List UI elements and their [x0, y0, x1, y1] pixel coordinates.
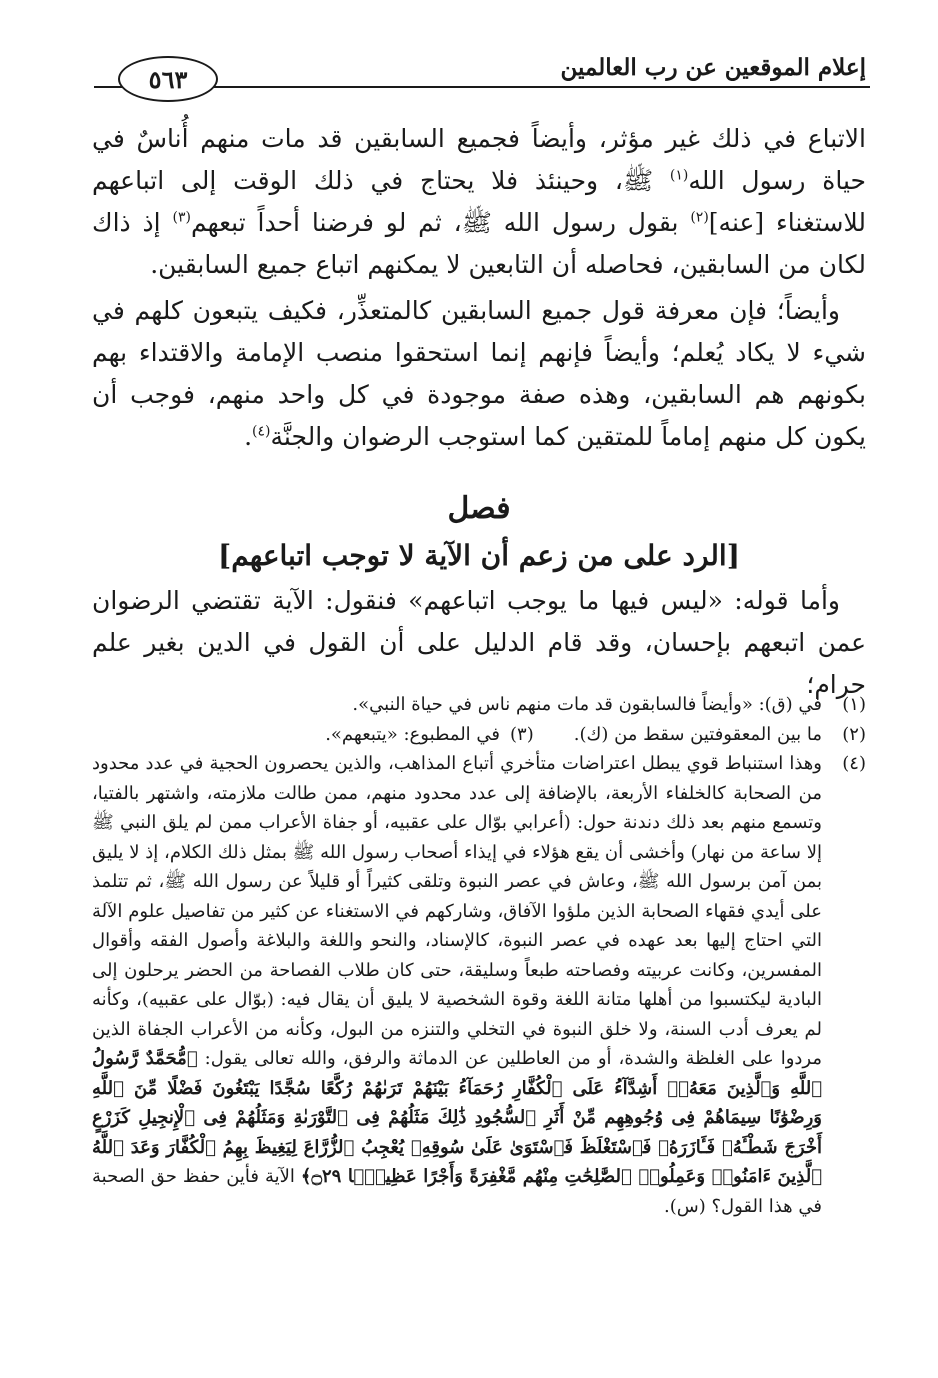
footnote-ref-3[interactable]: (٣): [172, 209, 191, 226]
footnote-number: (١): [842, 694, 866, 715]
quran-verse: ﴿مُّحَمَّدٌ رَّسُولُ ٱللَّهِ وَٱلَّذِينَ مَعَهُۥٓ أَشِدَّآءُ عَلَى ٱلْكُفَّارِ رُحَمَآءُ بَيْنَهُمْ تَرَىٰهُمْ رُكَّعًا سُجَّدًا يَبْتَغُونَ فَضْلًا مِّنَ ٱللَّهِ وَرِضْوَٰنًا سِيمَاهُمْ فِى وُجُوهِهِم مِّنْ أَثَرِ ٱلسُّجُودِ ذَٰلِكَ مَثَلُهُمْ فِى ٱلتَّوْرَىٰةِ وَمَثَلُهُمْ فِى ٱلْإِنجِيلِ كَزَرْعٍ أَخْرَجَ شَطْـَٔهُۥ فَـَٔازَرَهُۥ فَٱسْتَغْلَظَ فَٱسْتَوَىٰ عَلَىٰ سُوقِهِۦ يُعْجِبُ ٱلزُّرَّاعَ لِيَغِيظَ بِهِمُ ٱلْكُفَّارَ وَعَدَ ٱللَّهُ ٱلَّذِينَ ءَامَنُوا۟ وَعَمِلُوا۟ ٱلصَّٰلِحَٰتِ مِنْهُم مَّغْفِرَةً وَأَجْرًا عَظِيمًۢا ۝٢٩﴾: [92, 1048, 822, 1187]
footnote-1: [92, 690, 866, 720]
footnote-text: في المطبوع: «يتبعهم».: [325, 723, 501, 745]
main-text: [92, 118, 866, 706]
footnote-number: (٢): [842, 723, 866, 745]
page-number: ٥٦٣: [148, 64, 188, 94]
footnote-4: [92, 749, 866, 1221]
footnote-ref-2[interactable]: (٢): [690, 209, 709, 226]
footnote-text: في (ق): «وأيضاً فالسابقون قد مات منهم ناس في حياة النبي».: [352, 694, 822, 715]
footnote-ref-4[interactable]: (٤): [252, 423, 271, 440]
footnotes: [92, 690, 866, 1221]
running-header-title: إعلام الموقعين عن رب العالمين: [560, 54, 866, 81]
footnote-ref-1[interactable]: (١): [669, 167, 689, 184]
paragraph-2: وأيضاً؛ فإن معرفة قول جميع السابقين كالمتعذِّر، فكيف يتبعون كلهم في شيء لا يكاد يُعلم؛ وأيضاً فإنهم إنما استحقوا منصب الإمامة والاقتداء بهم بكونهم هم السابقين، وهذه صفة موجودة في كل واحد منهم، فوجب أن يكون كل منهم إماماً للمتقين كما استوجب الرضوان والجنَّة$^{(٤)}$.: [92, 296, 866, 451]
paragraph-3: وأما قوله: «ليس فيها ما يوجب اتباعهم» فنقول: الآية تقتضي الرضوان عمن اتبعهم بإحسان، وقد قام الدليل على أن القول في الدين بغير علم حرام؛: [92, 586, 866, 699]
footnote-number: (٤): [842, 753, 866, 774]
footnote-text: وهذا استنباط قوي يبطل اعتراضات متأخري أتباع المذاهب، والذين يحصرون الحجية في عدد محدود من الصحابة كالخلفاء الأربعة، بالإضافة إلى عدد محدود منهم، ممن طالت ملازمته، واشتهر بالفتيا، وتسمع منهم بعد ذلك دندنة حول: (أعرابي بوّال على عقبيه، أو جفاة الأعراب ممن لم يلق النبي ﷺ إلا ساعة من نهار) وأخشى أن يقع هؤلاء في إيذاء أصحاب رسول الله ﷺ بمثل ذلك الكلام، إذ لا يليق بمن آمن برسول الله ﷺ، وعاش في عصر النبوة وتلقى كثيراً أو قليلاً عن رسول الله ﷺ، ثم تتلمذ على أيدي فقهاء الصحابة الذين ملؤوا الآفاق، وشاركهم في الاستغناء عن كثير من تفاصيل علوم الآلة التي احتاج إليها بعد عهده في عصر النبوة، كالإسناد، والنحو واللغة والبلاغة وأصول الفقه وأقوال المفسرين، وكانت عربيته وفصاحته طبعاً وسليقة، حتى كان طلاب الفصاحة من الحضر يرحلون إلى البادية ليكتسبوا من أهلها متانة اللغة وقوة الشخصية لا يليق أن يقال فيه: (بوّال على عقبيه)، وكأنه لم يعرف أدب السنة، ولا خلق النبوة في التخلي والتنزه من البول، وكأنه من الأعراب الجفاة الذين مردوا على الغلظة والشدة، أو من العاطلين عن الدماثة والرفق، والله تعالى يقول: ﴿مُّحَمَّدٌ رَّسُولُ ٱللَّهِ وَٱلَّذِينَ مَعَهُۥٓ أَشِدَّآءُ عَلَى ٱلْكُفَّارِ رُحَمَآءُ بَيْنَهُمْ تَرَىٰهُمْ رُكَّعًا سُجَّدًا يَبْتَغُونَ فَضْلًا مِّنَ ٱللَّهِ وَرِضْوَٰنًا سِيمَاهُمْ فِى وُجُوهِهِم مِّنْ أَثَرِ ٱلسُّجُودِ ذَٰلِكَ مَثَلُهُمْ فِى ٱلتَّوْرَىٰةِ وَمَثَلُهُمْ فِى ٱلْإِنجِيلِ كَزَرْعٍ أَخْرَجَ شَطْـَٔهُۥ فَـَٔازَرَهُۥ فَٱسْتَغْلَظَ فَٱسْتَوَىٰ عَلَىٰ سُوقِهِۦ يُعْجِبُ ٱلزُّرَّاعَ لِيَغِيظَ بِهِمُ ٱلْكُفَّارَ وَعَدَ ٱللَّهُ ٱلَّذِينَ ءَامَنُوا۟ وَعَمِلُوا۟ ٱلصَّٰلِحَٰتِ مِنْهُم مَّغْفِرَةً وَأَجْرًا عَظِيمًۢا ۝٢٩﴾ الآية فأين حفظ حق الصحبة في هذا القول؟ (س).: [92, 753, 822, 1217]
footnote-2: [92, 720, 866, 750]
section-heading: [الرد على من زعم أن الآية لا توجب اتباعهم]: [218, 539, 740, 572]
footnote-number: (٣): [510, 723, 534, 745]
footnote-text: ما بين المعقوفتين سقط من (ك).: [573, 723, 822, 745]
paragraph-1: الاتباع في ذلك غير مؤثر، وأيضاً فجميع السابقين قد مات منهم أُناسٌ في حياة رسول الله$^{(١)}$ ﷺ، وحينئذ فلا يحتاج في ذلك الوقت إلى اتباعهم للاستغناء [عنه]$^{(٢)}$ بقول رسول الله ﷺ، ثم لو فرضنا أحداً تبعهم$^{(٣)}$ إذ ذاك لكان من السابقين، فحاصله أن التابعين لا يمكنهم اتباع جميع السابقين.: [92, 124, 867, 279]
section-label: فصل: [447, 491, 511, 526]
page-number-badge: [118, 56, 218, 102]
